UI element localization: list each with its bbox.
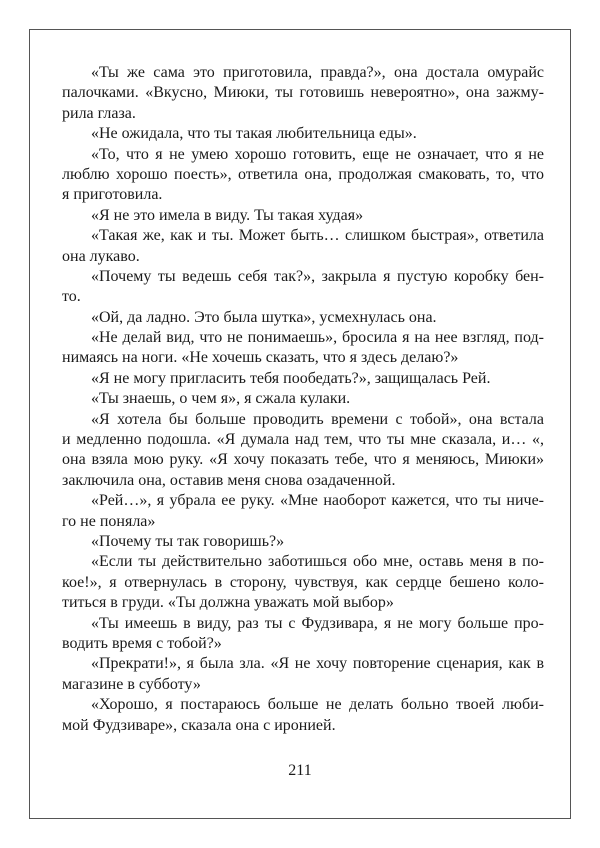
text-line: «Я хотела бы больше проводить времени с тобой», она встала <box>91 410 544 428</box>
text-line: «Не ожидала, что ты такая любительница еды». <box>91 125 417 143</box>
text-line: я приготовила. <box>62 186 163 204</box>
text-line: «Прекрати!», я была зла. «Я не хочу повторение сценария, как в <box>91 655 544 673</box>
text-line: рила глаза. <box>62 104 136 122</box>
text-line: титься в груди. «Ты должна уважать мой выбор» <box>62 594 394 612</box>
text-line: заключила она, оставив меня снова озадаченной. <box>62 471 396 489</box>
text-line: водить время с тобой?» <box>62 634 222 652</box>
text-line: она лукаво. <box>62 247 140 265</box>
text-line: «То, что я не умею хорошо готовить, еще не означает, что я не <box>91 145 544 163</box>
text-line: «Почему ты так говоришь?» <box>91 532 285 550</box>
text-line: магазине в субботу» <box>62 675 201 693</box>
text-line: палочками. «Вкусно, Миюки, ты готовишь невероятно», она зажму- <box>62 84 544 102</box>
text-line: «Я не это имела в виду. Ты такая худая» <box>91 206 364 224</box>
text-line: го не поняла» <box>62 512 156 530</box>
text-line: «Хорошо, я постараюсь больше не делать больно твоей люби- <box>91 696 544 714</box>
page-number: 211 <box>288 762 312 779</box>
text-line: и медленно подошла. «Я думала над тем, что ты мне сказала, и… «, <box>62 431 544 449</box>
text-line: то. <box>62 288 81 306</box>
text-line: «Рей…», я убрала ее руку. «Мне наоборот кажется, что ты ниче- <box>91 492 544 510</box>
text-line: «Не делай вид, что не понимаешь», бросила я на нее взгляд, под- <box>91 329 544 347</box>
text-line: «Если ты действительно заботишься обо мне, оставь меня в по- <box>91 553 544 571</box>
text-line: люблю хорошо поесть», ответила она, продолжая смаковать, то, что <box>62 165 544 183</box>
text-line: «Ты знаешь, о чем я», я сжала кулаки. <box>91 390 351 408</box>
text-line: она взяла мою руку. «Я хочу показать тебе, что я меняюсь, Миюки» <box>62 451 544 469</box>
text-line: кое!», я отвернулась в сторону, чувствуя, как сердце бешено коло- <box>62 573 544 591</box>
page-text <box>62 63 544 736</box>
text-line: нимаясь на ноги. «Не хочешь сказать, что я здесь делаю?» <box>62 349 459 367</box>
text-line: «Ты же сама это приготовила, правда?», она достала омурайс <box>91 64 544 81</box>
text-line: «Ты имеешь в виду, раз ты с Фудзивара, я не могу больше про- <box>91 614 544 632</box>
text-line: «Я не могу пригласить тебя пообедать?», защищалась Рей. <box>91 369 491 387</box>
text-line: «Ой, да ладно. Это была шутка», усмехнулась она. <box>91 308 437 326</box>
text-line: мой Фудзиваре», сказала она с иронией. <box>62 716 336 734</box>
text-line: «Почему ты ведешь себя так?», закрыла я пустую коробку бен- <box>91 267 544 285</box>
text-line: «Такая же, как и ты. Может быть… слишком быстрая», ответила <box>91 227 544 245</box>
